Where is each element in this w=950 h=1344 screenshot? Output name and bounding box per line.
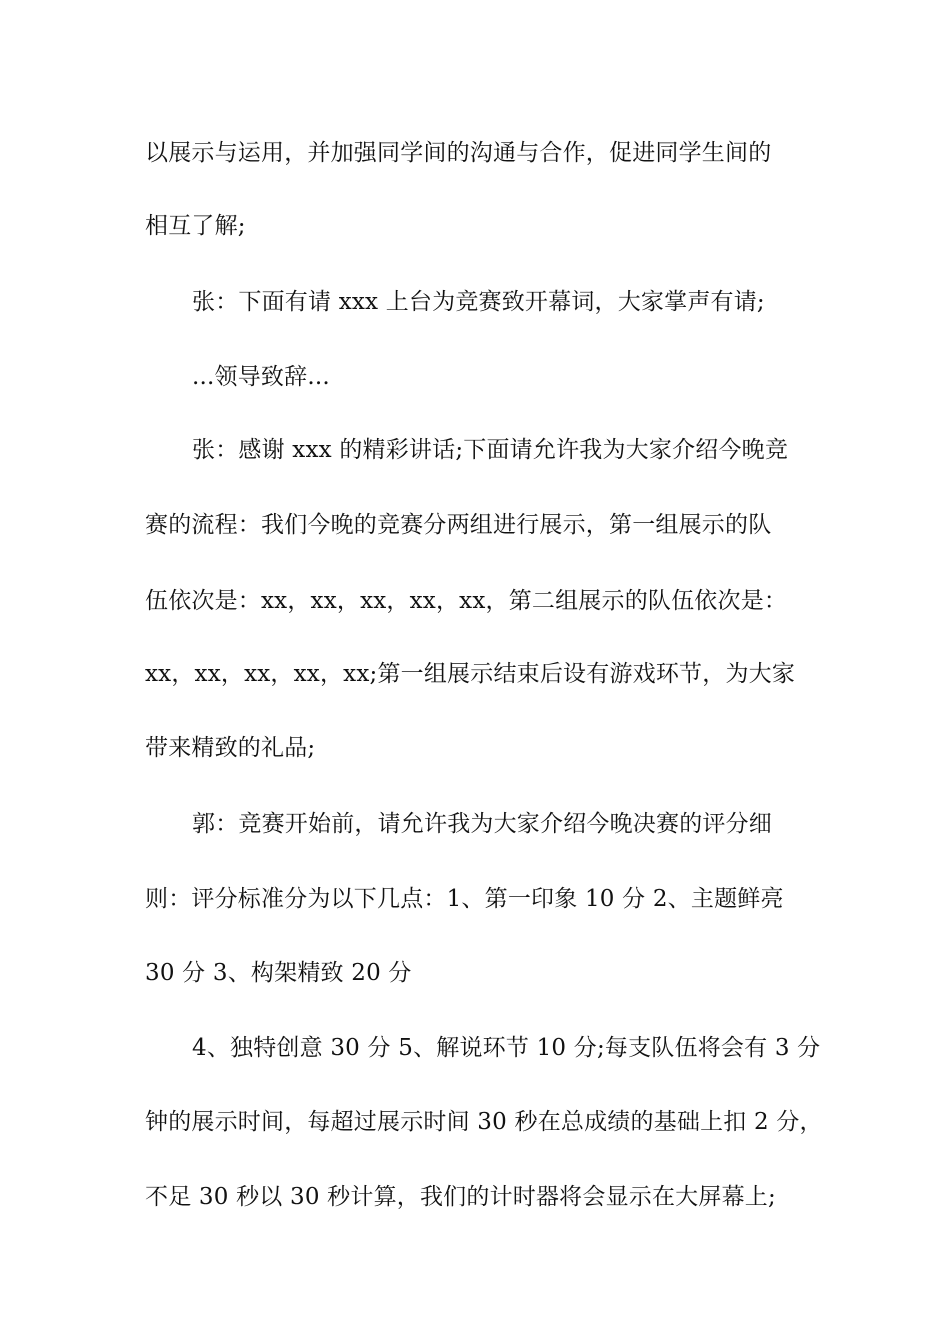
- text-line: 伍依次是：xx，xx，xx，xx，xx，第二组展示的队伍依次是：: [145, 588, 788, 614]
- text-line: 相互了解;: [145, 213, 246, 239]
- text-line: 4、独特创意 30 分 5、解说环节 10 分;每支队伍将会有 3 分: [192, 1035, 821, 1061]
- text-line: 则：评分标准分为以下几点：1、第一印象 10 分 2、主题鲜亮: [145, 886, 784, 912]
- text-line: 以展示与运用，并加强同学间的沟通与合作，促进同学生间的: [145, 140, 772, 166]
- text-line: 带来精致的礼品;: [145, 735, 316, 761]
- text-line: xx，xx，xx，xx，xx;第一组展示结束后设有游戏环节，为大家: [145, 661, 796, 687]
- text-line: 钟的展示时间，每超过展示时间 30 秒在总成绩的基础上扣 2 分，: [145, 1109, 823, 1135]
- text-line: 张：下面有请 xxx 上台为竞赛致开幕词，大家掌声有请;: [192, 289, 765, 315]
- text-line: 不足 30 秒以 30 秒计算，我们的计时器将会显示在大屏幕上;: [145, 1184, 776, 1210]
- text-line: 30 分 3、构架精致 20 分: [145, 960, 412, 986]
- text-line: 张：感谢 xxx 的精彩讲话;下面请允许我为大家介绍今晚竞: [192, 437, 789, 463]
- text-line: ...领导致辞...: [192, 364, 330, 390]
- text-line: 赛的流程：我们今晚的竞赛分两组进行展示，第一组展示的队: [145, 512, 772, 538]
- text-line: 郭：竞赛开始前，请允许我为大家介绍今晚决赛的评分细: [192, 811, 772, 837]
